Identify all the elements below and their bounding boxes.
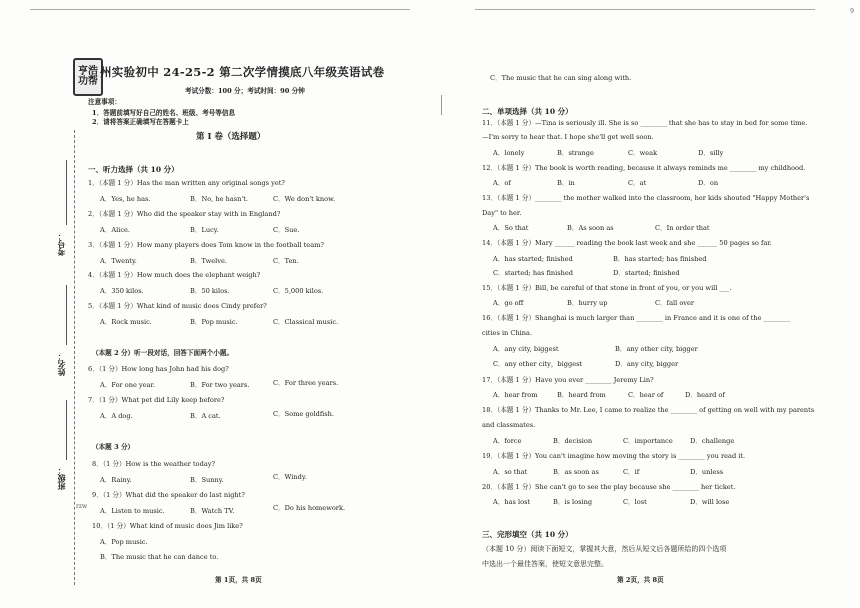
q18-a: A．force	[493, 437, 522, 445]
note-2: 2．请将答案正确填写在答题卡上	[92, 118, 189, 126]
label-name: 姓名：	[56, 352, 66, 376]
q12-stem: 12．（本题 1 分）The book is worth reading, because it always reminds me ________ my childhood.	[482, 164, 806, 172]
section-cloze: 三、完形填空（共 10 分）	[482, 530, 573, 539]
corner-mark: 9	[850, 8, 854, 15]
q7-a: A．A dog.	[100, 412, 133, 420]
q6-b: B．For two years.	[190, 381, 250, 389]
q16-b: B．any other city, bigger	[615, 345, 698, 353]
q17-c: C．hear of	[628, 391, 664, 399]
q14-b: B．has started; has finished	[613, 255, 707, 263]
q4-b: B．50 kilos.	[190, 287, 230, 295]
q11-stem: 11．（本题 1 分）—Tina is seriously ill. She is so ________ that she has to stay in bed for some time.	[482, 119, 808, 127]
q8-c: C．Windy.	[273, 473, 307, 481]
q17-a: A．hear from	[493, 391, 538, 399]
school-stamp	[73, 58, 103, 96]
q9-stem: 9．（1 分）What did the speaker do last night?	[92, 491, 245, 499]
q1-a: A．Yes, he has.	[100, 195, 151, 203]
q3-a: A．Twenty.	[100, 257, 137, 265]
q13-stem2: Day" to her.	[482, 209, 522, 217]
exam-title: 州实验初中 24-25-2 第二次学情摸底八年级英语试卷	[100, 65, 385, 79]
q16-stem: 16．（本题 1 分）Shanghai is much larger than ________ in France and it is one of the ________	[482, 314, 790, 322]
q19-a: A．so that	[493, 468, 528, 476]
q16-stem2: cities in China.	[482, 329, 533, 337]
q3-stem: 3．（本题 1 分）How many players does Tom know in the football team?	[88, 241, 324, 249]
q19-b: B．as soon as	[553, 468, 599, 476]
q19-d: D．unless	[690, 468, 724, 476]
q8-b: B．Sunny.	[190, 476, 224, 484]
q2-a: A．Alice.	[100, 226, 131, 234]
right-footer: 第 2页，共 8页	[617, 576, 664, 584]
q12-d: D．on	[698, 179, 719, 187]
q20-stem: 20．（本题 1 分）She can't go to see the play because she ________ her ticket.	[482, 483, 736, 491]
q5-stem: 5．（本题 1 分）What kind of music does Cindy prefer?	[88, 302, 267, 310]
q17-b: B．heard from	[557, 391, 606, 399]
q4-stem: 4．（本题 1 分）How much does the elephant weigh?	[88, 271, 261, 279]
top-rule	[30, 9, 410, 10]
q14-a: A．has started; finished	[493, 255, 573, 263]
line-class	[66, 400, 67, 460]
left-footer: 第 1页，共 8页	[215, 576, 262, 584]
q12-b: B．in	[557, 179, 575, 187]
q10-a: A．Pop music.	[100, 538, 148, 546]
score-info: 考试分数：100 分；考试时间：90 分钟	[185, 87, 305, 95]
q11-stem2: —I'm sorry to hear that. I hope she'll get well soon.	[482, 133, 654, 141]
q5-a: A．Rock music.	[100, 318, 152, 326]
notes-title: 注意事项：	[88, 98, 121, 106]
top-rule-right	[475, 9, 815, 10]
label-class: 班级：	[56, 466, 66, 490]
label-exam-number: 考号：	[56, 232, 66, 256]
q8-a: A．Rainy.	[100, 476, 132, 484]
binding-line	[74, 130, 75, 585]
q20-c: C．lost	[623, 498, 647, 506]
q5-c: C．Classical music.	[273, 318, 339, 326]
q1-b: B．No, he hasn't.	[190, 195, 248, 203]
q2-c: C．Sue.	[273, 226, 300, 234]
q20-b: B．is losing	[553, 498, 593, 506]
right-page	[445, 0, 860, 608]
q20-a: A．has lost	[493, 498, 531, 506]
q18-d: D．challenge	[690, 437, 735, 445]
cloze-intro-2: 中选出一个最佳答案，使短文意思完整。	[482, 560, 608, 568]
q10-b: B．The music that he can dance to.	[100, 553, 219, 561]
q4-a: A．350 kilos.	[100, 287, 144, 295]
q2-stem: 2．（本题 1 分）Who did the speaker stay with in England?	[88, 210, 281, 218]
q16-d: D．any city, bigger	[615, 360, 679, 368]
section-single-choice: 二、单项选择（共 10 分）	[482, 107, 573, 116]
q9-c: C．Do his homework.	[273, 504, 346, 512]
q9-b: B．Watch TV.	[190, 507, 235, 515]
q12-a: A．of	[493, 179, 511, 187]
q18-c: C．importance	[623, 437, 673, 445]
q16-a: A．any city, biggest	[493, 345, 559, 353]
q6-stem: 6．（1 分）How long has John had his dog?	[88, 365, 229, 373]
q17-stem: 17．（本题 1 分）Have you ever ________ Jeremy Lin?	[482, 376, 654, 384]
q18-b: B．decision	[553, 437, 593, 445]
stamp-text: 亨浩 功帮	[78, 65, 98, 87]
line-name	[66, 285, 67, 345]
q10-stem: 10．（1 分）What kind of music does Jim like?	[92, 522, 243, 530]
q12-c: C．at	[628, 179, 647, 187]
section-listening: 一、听力选择（共 10 分）	[88, 165, 179, 174]
q11-b: B．strange	[557, 149, 594, 157]
q3-c: C．Ten.	[273, 257, 299, 265]
volume-title: 第 I 卷（选择题）	[196, 132, 266, 142]
q16-c: C．any other city，biggest	[493, 360, 583, 368]
q4-c: C．5,000 kilos.	[273, 287, 324, 295]
page-divider	[441, 95, 442, 115]
q6-a: A．For one year.	[100, 381, 156, 389]
q1-c: C．We don't know.	[273, 195, 336, 203]
q15-b: B．hurry up	[567, 299, 608, 307]
q13-stem: 13．（本题 1 分）________ the mother walked into the classroom, her kids shouted "Happy Mother's	[482, 194, 810, 202]
q10-c: C．The music that he can sing along with.	[490, 74, 632, 82]
q1-stem: 1．（本题 1 分）Has the man written any original songs yet?	[88, 179, 285, 187]
line-exam-number	[66, 160, 67, 225]
cloze-intro-1: （本题 10 分）阅读下面短文，掌握其大意，然后从短文后各题所给的四个选项	[482, 545, 727, 553]
note-1: 1．答题前填写好自己的姓名、班级、考号等信息	[92, 109, 236, 117]
q13-c: C．In order that	[655, 224, 710, 232]
q15-stem: 15．（本题 1 分）Bill, be careful of that stone in front of you, or you will ___.	[482, 284, 732, 292]
q18-stem: 18．（本题 1 分）Thanks to Mr. Lee, I came to realize the ________ of getting on well with my parents	[482, 406, 815, 414]
q8-stem: 8．（1 分）How is the weather today?	[92, 460, 216, 468]
q15-c: C．fall over	[655, 299, 695, 307]
q2-b: B．Lucy.	[190, 226, 219, 234]
q14-c: C．started; has finished	[493, 269, 574, 277]
group3-intro: （本题 3 分）	[92, 443, 135, 451]
q3-b: B．Twelve.	[190, 257, 227, 265]
q11-c: C．weak	[628, 149, 658, 157]
q19-stem: 19．（本题 1 分）You can't imagine how moving the story is ________ you read it.	[482, 452, 746, 460]
q15-a: A．go off	[493, 299, 524, 307]
q9-a: A．Listen to music.	[100, 507, 165, 515]
q17-d: D．heard of	[685, 391, 725, 399]
q20-d: D．will lose	[690, 498, 730, 506]
q7-stem: 7．（1 分）What pet did Lily keep before?	[88, 396, 225, 404]
q11-d: D．silly	[698, 149, 724, 157]
q13-b: B．As soon as	[567, 224, 614, 232]
q14-d: D．started; finished	[613, 269, 680, 277]
q14-stem: 14．（本题 1 分）Mary ______ reading the book last week and she ______ 50 pages so far.	[482, 239, 772, 247]
q7-b: B．A cat.	[190, 412, 221, 420]
group2-intro: （本题 2 分）听一段对话，回答下面两个小题。	[92, 349, 234, 357]
scribble-mark: rzw	[76, 503, 88, 510]
q19-c: C．if	[623, 468, 640, 476]
q7-c: C．Some goldfish.	[273, 410, 335, 418]
q6-c: C．For three years.	[273, 379, 339, 387]
q5-b: B．Pop music.	[190, 318, 238, 326]
q11-a: A．lonely	[493, 149, 525, 157]
q13-a: A．So that	[493, 224, 529, 232]
q18-stem2: and classmates.	[482, 421, 536, 429]
